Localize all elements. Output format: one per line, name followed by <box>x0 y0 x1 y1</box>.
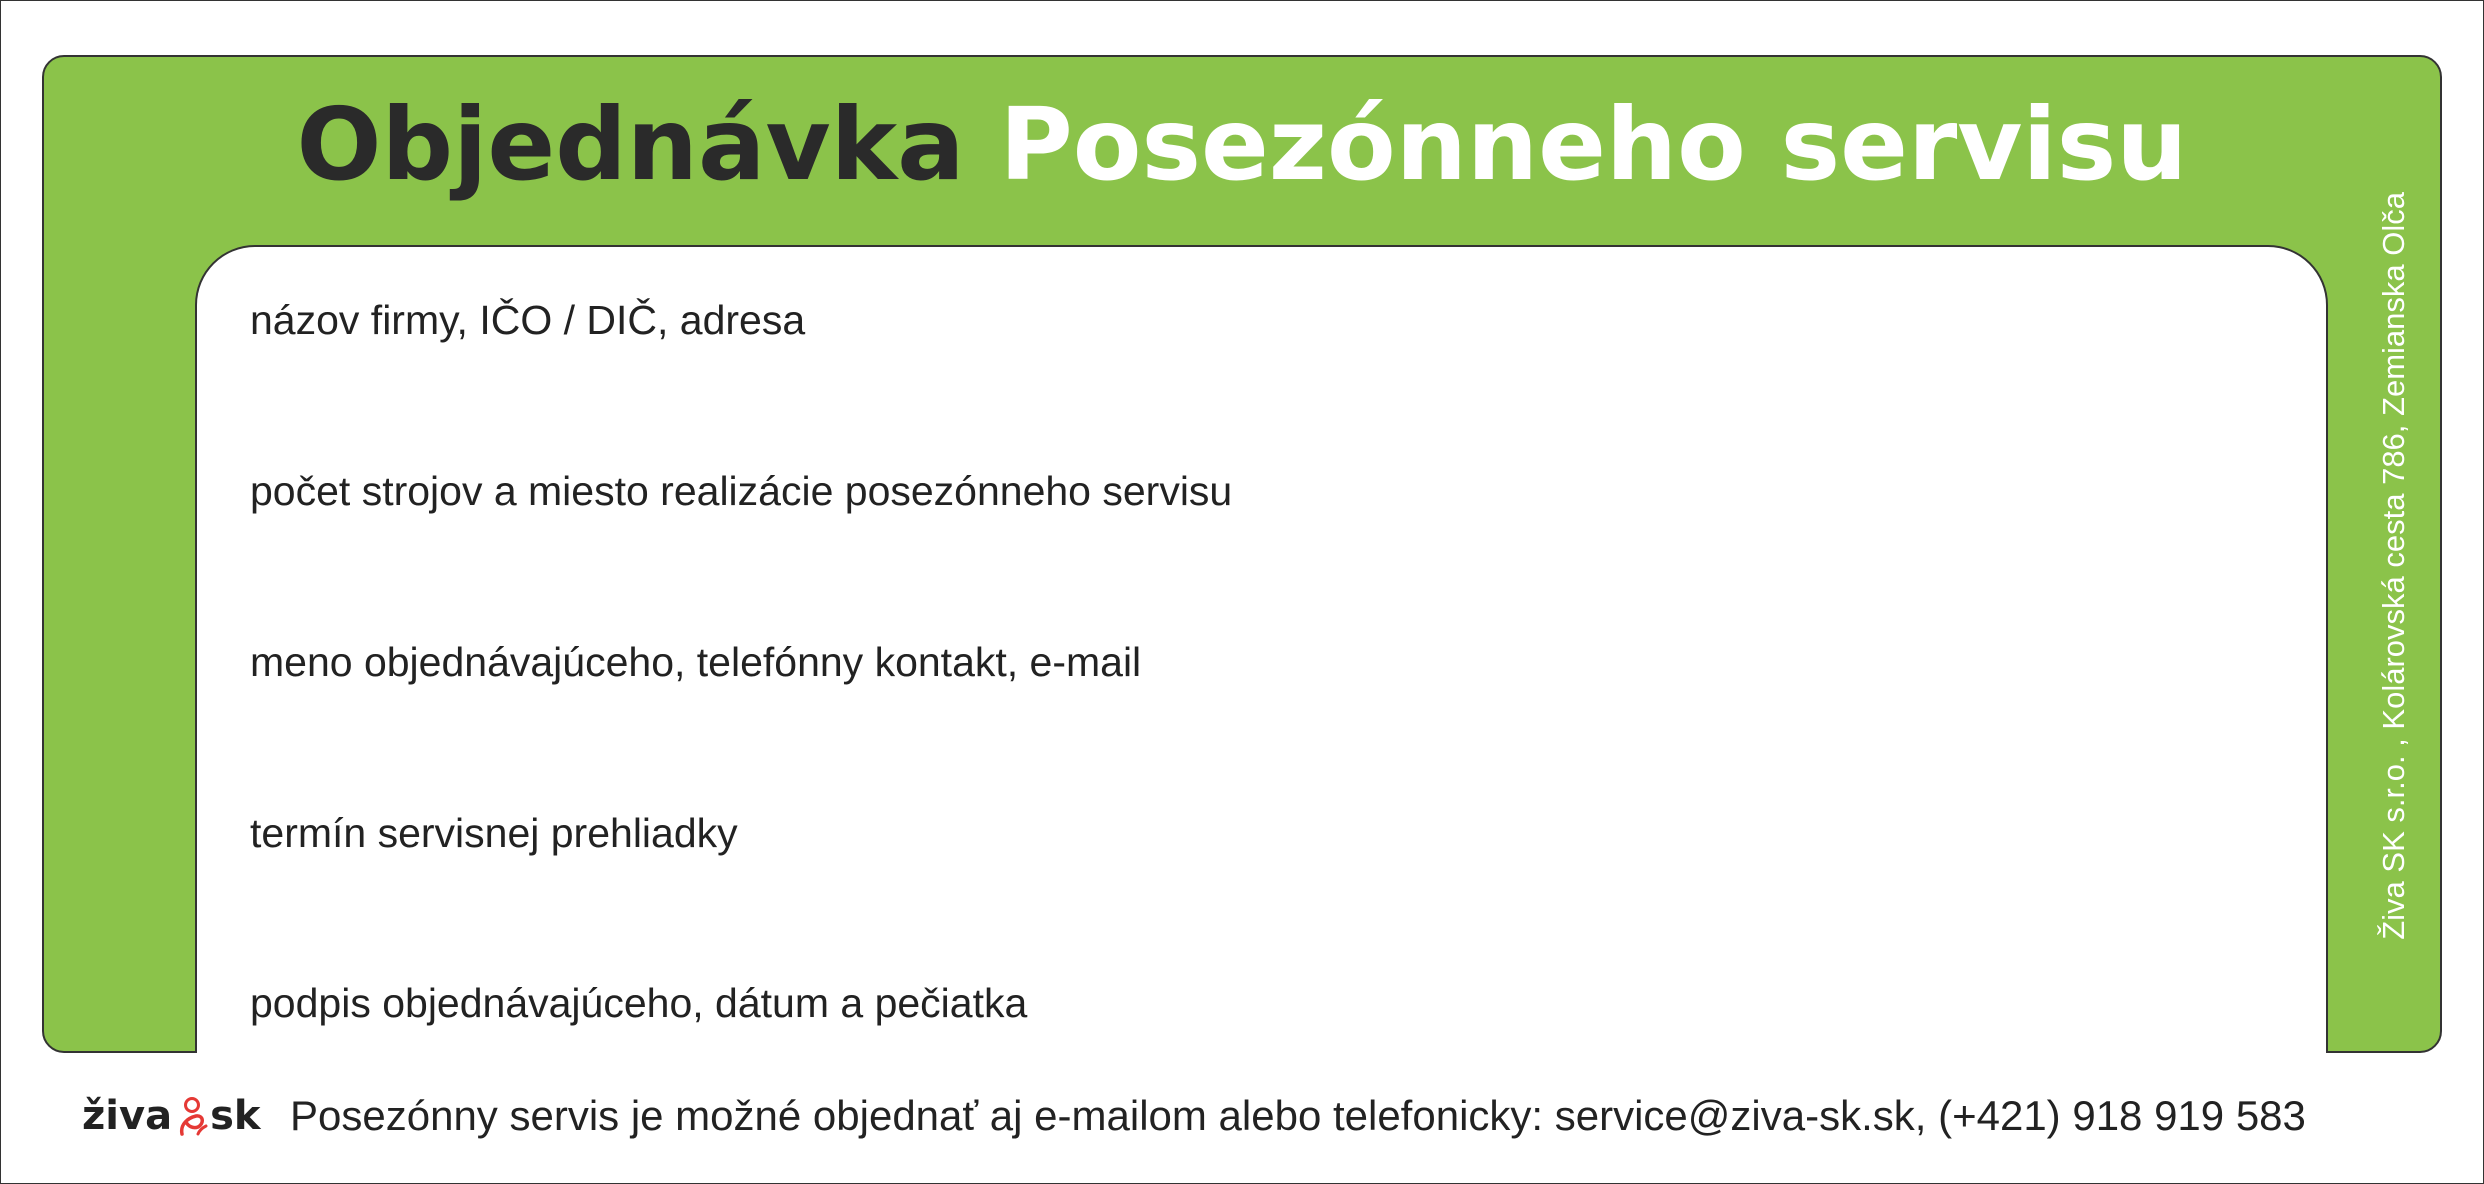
field-company: názov firmy, IČO / DIČ, adresa <box>250 297 806 343</box>
ziva-logo <box>82 1088 260 1144</box>
logo-text-right: sk <box>210 1093 261 1139</box>
company-address <box>2370 162 2418 970</box>
field-machines: počet strojov a miesto realizácie posezónneho servisu <box>250 468 1233 514</box>
title-dark: Objednávka <box>296 86 965 203</box>
page-title <box>0 85 2484 205</box>
field-date: termín servisnej prehliadky <box>250 810 738 856</box>
title-light: Posezónneho servisu <box>999 86 2188 203</box>
logo-text-left: živa <box>82 1093 173 1139</box>
field-contact: meno objednávajúceho, telefónny kontakt, e-mail <box>250 639 1142 685</box>
company-address-text: Živa SK s.r.o. , Kolárovská cesta 786, Zemianska Olča <box>2376 192 2411 940</box>
footer-note: Posezónny servis je možné objednať aj e-mailom alebo telefonicky: service@ziva-sk.sk, (+421) 918 919 583 <box>290 1092 2306 1139</box>
field-signature: podpis objednávajúceho, dátum a pečiatka <box>250 980 1028 1026</box>
logo-figure-icon <box>174 1096 208 1136</box>
